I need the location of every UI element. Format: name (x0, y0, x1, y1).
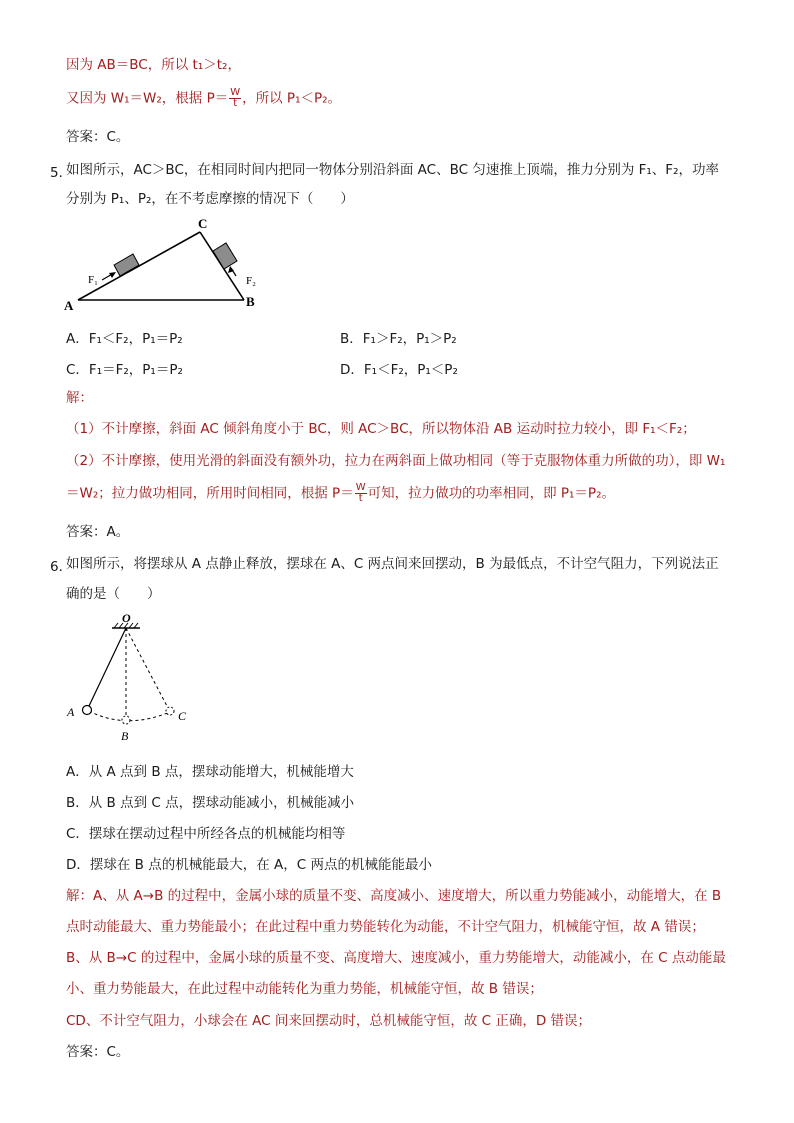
q5-solution-2-line-2 (66, 483, 615, 504)
q5-stem-line-1: 如图所示，AC＞BC，在相同时间内把同一物体分别沿斜面 AC、BC 匀速推上顶端，推力分别为 F₁、F₂，功率 (66, 162, 719, 178)
incline-ac (78, 232, 200, 300)
q5-stem-line-2: 分别为 P₁、P₂，在不考虑摩擦的情况下（ ） (66, 191, 354, 207)
fraction-denominator: t (233, 98, 238, 109)
q6-stem-line-1: 如图所示，将摆球从 A 点静止释放，摆球在 A、C 两点间来回摆动，B 为最低点，不计空气阻力，下列说法正 (66, 556, 719, 572)
q6-pendulum-figure (60, 612, 200, 747)
q5-incline-figure (60, 212, 280, 312)
prev-line2-text-a: 又因为 W₁＝W₂，根据 P＝ (66, 90, 229, 107)
q5-option-d[interactable]: D．F₁＜F₂，P₁＜P₂ (340, 362, 458, 378)
q6-answer: 答案：C。 (66, 1044, 130, 1060)
q6-solution-line-3: B、从 B→C 的过程中，金属小球的质量不变、高度增大、速度减小，重力势能增大，动能减小，在 C 点动能最 (66, 950, 726, 966)
q5-number: 5． (50, 165, 73, 181)
q5-solution-label: 解： (66, 390, 93, 406)
force-arrow-f1 (102, 272, 116, 280)
q6-solution-line-2: 点时动能最大、重力势能最小；在此过程中重力势能转化为动能，不计空气阻力，机械能守恒，故 A 错误； (66, 919, 705, 935)
prev-answer: 答案：C。 (66, 129, 130, 145)
q5-solution-2-line-1: （2）不计摩擦，使用光滑的斜面没有额外功，拉力在两斜面上做功相同（等于克服物体重力所做的功），即 W₁ (66, 453, 726, 469)
q5-answer: 答案：A。 (66, 524, 130, 540)
q5-option-b[interactable]: B．F₁＞F₂，P₁＞P₂ (340, 331, 457, 347)
label-a: A (64, 298, 74, 312)
q5-fraction-denominator: t (358, 493, 363, 504)
label-c: C (198, 216, 208, 231)
block-on-bc (213, 243, 237, 269)
q6-option-d[interactable]: D．摆球在 B 点的机械能最大，在 A，C 两点的机械能能最小 (66, 857, 432, 873)
prev-line2-text-b: ，所以 P₁＜P₂。 (242, 90, 342, 107)
ball-c (166, 707, 174, 715)
q6-option-c[interactable]: C．摆球在摆动过程中所经各点的机械能均相等 (66, 826, 346, 842)
label-b: B (121, 729, 129, 743)
q6-number: 6． (50, 559, 73, 575)
q5-solution-1: （1）不计摩擦，斜面 AC 倾斜角度小于 BC，则 AC＞BC，所以物体沿 AB 运动时拉力较小，即 F₁＜F₂； (66, 421, 696, 437)
label-b: B (246, 294, 255, 309)
q6-option-b[interactable]: B．从 B 点到 C 点，摆球动能减小，机械能减小 (66, 795, 355, 811)
fraction-numerator: W (230, 87, 241, 98)
ball-a (83, 706, 92, 715)
label-f1: F₁ (88, 274, 98, 286)
q6-option-a[interactable]: A．从 A 点到 B 点，摆球动能增大，机械能增大 (66, 764, 354, 780)
power-formula-fraction (229, 88, 241, 109)
q5-sol2-text-b: 可知，拉力做功的功率相同，即 P₁＝P₂。 (367, 485, 615, 502)
label-c: C (178, 709, 187, 723)
q5-sol2-text-a: ＝W₂；拉力做功相同，所用时间相同，根据 P＝ (66, 485, 354, 502)
ball-b (122, 716, 130, 724)
string-to-c (126, 628, 168, 708)
label-a: A (67, 705, 75, 719)
q6-stem-line-2: 确的是（ ） (66, 586, 161, 602)
string-to-a (89, 628, 126, 706)
force-arrow-f2 (228, 266, 236, 276)
prev-solution-line-2 (66, 88, 341, 109)
q6-solution-line-1: 解：A、从 A→B 的过程中，金属小球的质量不变、高度减小、速度增大，所以重力势能减小，动能增大，在 B (66, 888, 722, 904)
q5-fraction-numerator: W (355, 482, 366, 493)
q5-power-formula-fraction (355, 483, 367, 504)
q5-option-a[interactable]: A．F₁＜F₂，P₁＝P₂ (66, 331, 183, 347)
label-o: O (122, 612, 131, 625)
q6-solution-line-4: 小、重力势能最大，在此过程中动能转化为重力势能，机械能守恒，故 B 错误； (66, 981, 543, 997)
block-on-ac (114, 254, 139, 276)
prev-solution-line-1: 因为 AB＝BC，所以 t₁＞t₂， (66, 57, 241, 73)
q6-solution-line-5: CD、不计空气阻力，小球会在 AC 间来回摆动时，总机械能守恒，故 C 正确，D 错误； (66, 1013, 592, 1029)
q5-option-c[interactable]: C．F₁＝F₂，P₁＝P₂ (66, 362, 183, 378)
label-f2: F₂ (246, 275, 256, 287)
